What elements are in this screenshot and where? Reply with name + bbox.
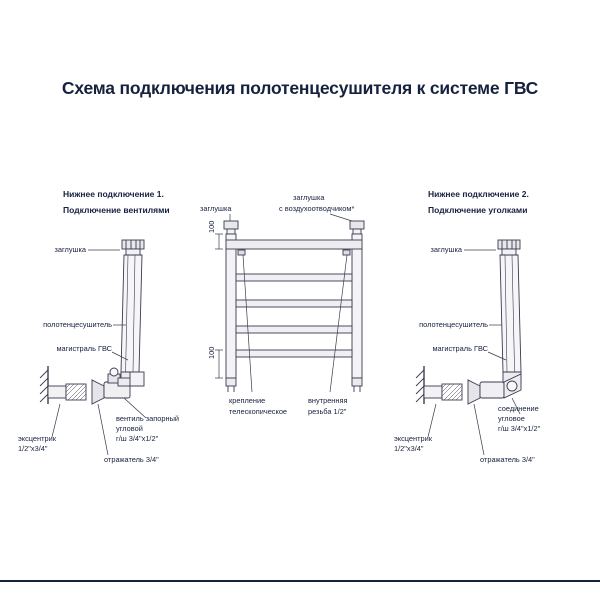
right-label-elbow-line3: г/ш 3/4"х1/2" xyxy=(498,424,541,433)
center-label-plug-air-vent-line2: с воздухоотводчиком* xyxy=(279,204,355,213)
center-label-plug: заглушка xyxy=(200,204,232,213)
left-label-eccentric-line1: эксцентрик xyxy=(18,434,56,443)
right-label-elbow-line1: соединение xyxy=(498,404,539,413)
center-label-plug-air-vent-line1: заглушка xyxy=(293,193,325,202)
center-dimension-top: 100 xyxy=(207,220,216,233)
left-panel-heading-line2: Подключение вентилями xyxy=(63,205,170,215)
left-label-valve-line1: вентиль запорный xyxy=(116,414,180,423)
right-label-eccentric-line2: 1/2"х3/4" xyxy=(394,444,424,453)
center-label-thread-line2: резьба 1/2" xyxy=(308,407,347,416)
right-label-elbow-line2: угловое xyxy=(498,414,525,423)
left-label-hot-water-line: магистраль ГВС xyxy=(56,344,112,353)
left-label-towel-dryer: полотенцесушитель xyxy=(43,320,112,329)
right-label-reflector: отражатель 3/4" xyxy=(480,455,535,464)
center-label-mount-line2: телескопическое xyxy=(229,407,288,416)
right-label-hot-water-line: магистраль ГВС xyxy=(432,344,488,353)
center-label-thread-line1: внутренняя xyxy=(308,396,348,405)
left-label-plug: заглушка xyxy=(54,245,86,254)
left-label-valve-line2: угловой xyxy=(116,424,143,433)
right-label-plug: заглушка xyxy=(430,245,462,254)
right-panel-heading-line2: Подключение уголками xyxy=(428,205,528,215)
footer-divider xyxy=(0,580,600,582)
left-panel-heading-line1: Нижнее подключение 1. xyxy=(63,189,164,199)
right-panel-heading-line1: Нижнее подключение 2. xyxy=(428,189,529,199)
center-dimension-bottom: 100 xyxy=(207,346,216,359)
right-label-towel-dryer: полотенцесушитель xyxy=(419,320,488,329)
left-label-eccentric-line2: 1/2"х3/4" xyxy=(18,444,48,453)
left-label-valve-line3: г/ш 3/4"х1/2" xyxy=(116,434,159,443)
page-title: Схема подключения полотенцесушителя к системе ГВС xyxy=(61,78,539,98)
center-label-mount-line1: крепление xyxy=(229,396,266,405)
left-label-reflector: отражатель 3/4" xyxy=(104,455,159,464)
right-label-eccentric-line1: эксцентрик xyxy=(394,434,432,443)
